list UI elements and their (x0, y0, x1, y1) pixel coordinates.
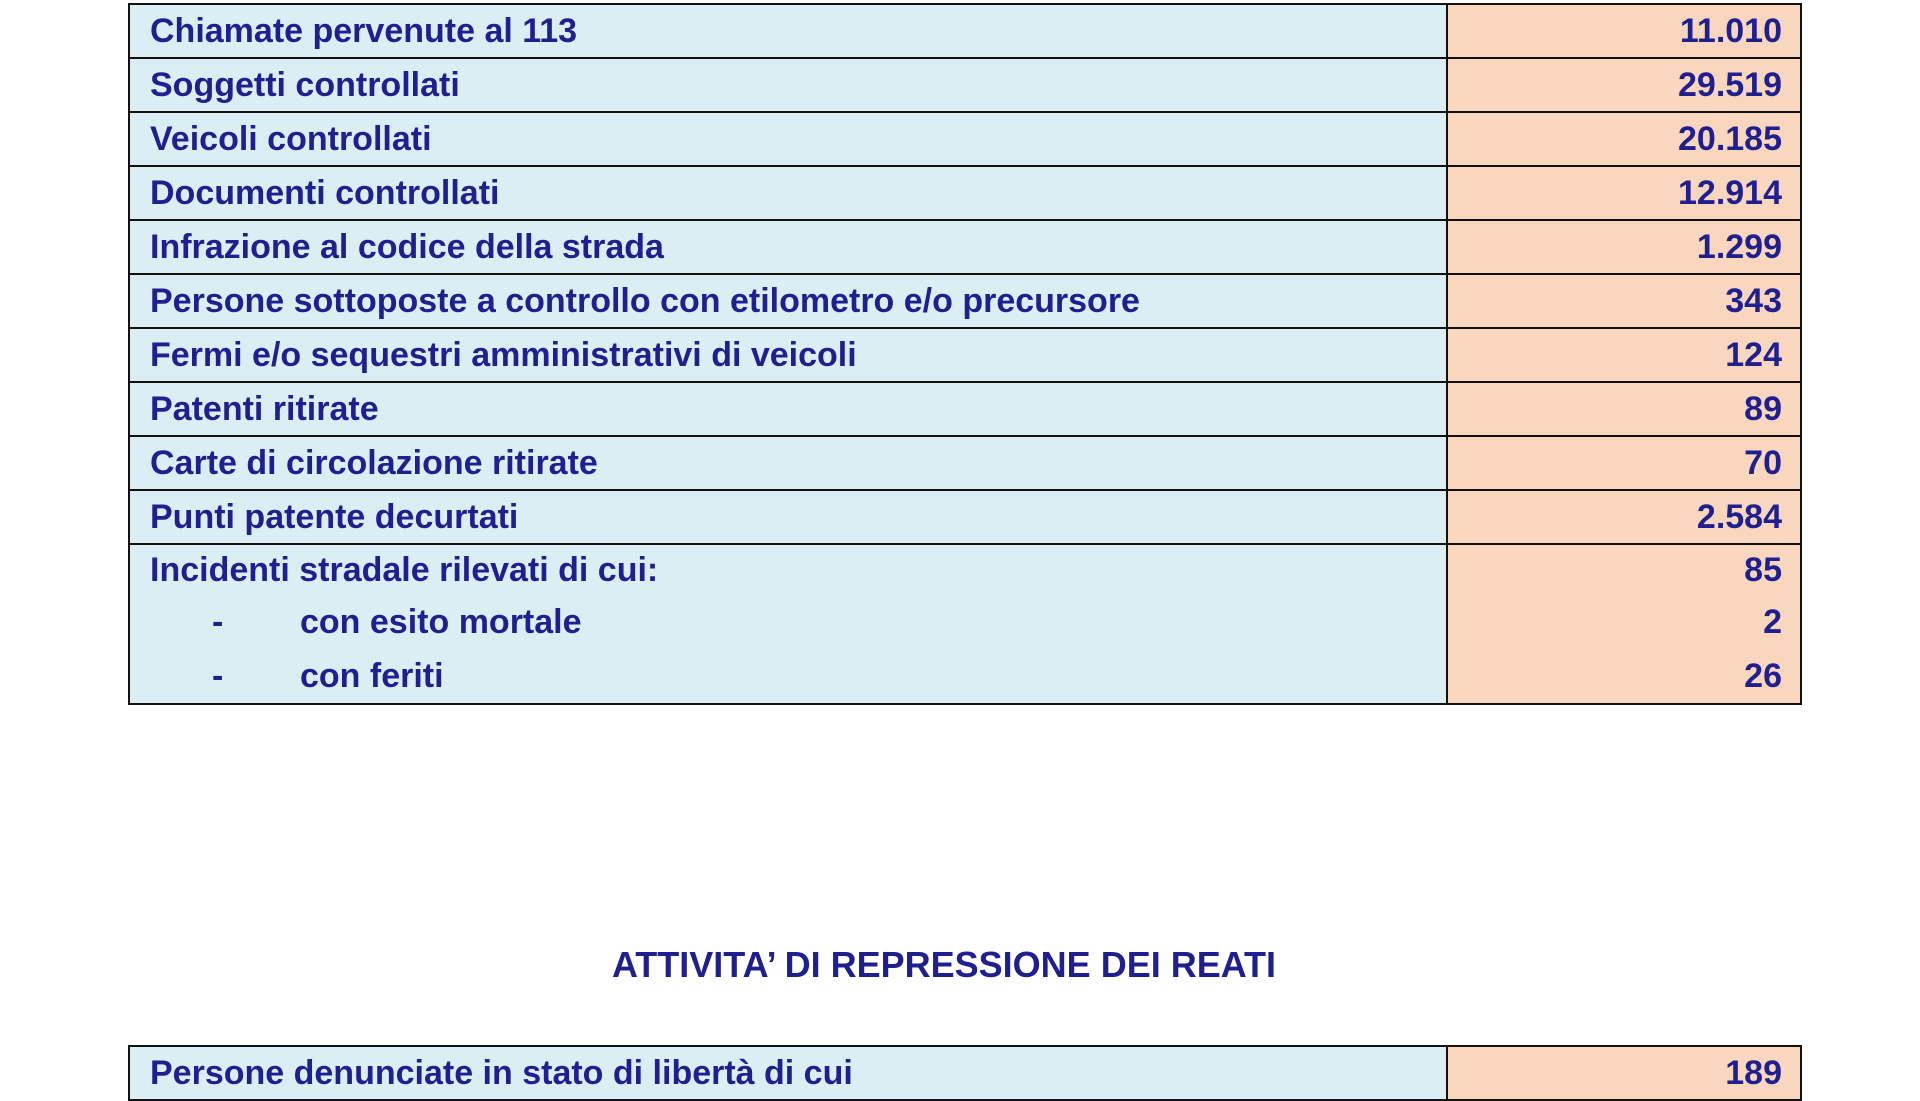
incidents-label-cell (129, 544, 1447, 704)
row-value: 1.299 (1447, 220, 1801, 274)
row-label: Chiamate pervenute al 113 (129, 4, 1447, 58)
row-value: 2.584 (1447, 490, 1801, 544)
table-row (129, 382, 1801, 436)
table-row (129, 4, 1801, 58)
row-label: Patenti ritirate (129, 382, 1447, 436)
sub-item-value: 2 (1763, 603, 1782, 641)
table-row (129, 166, 1801, 220)
incidents-value: 85 (1744, 551, 1782, 589)
row-label: Persone sottoposte a controllo con etilometro e/o precursore (129, 274, 1447, 328)
table-row (129, 112, 1801, 166)
row-value: 12.914 (1447, 166, 1801, 220)
row-value: 20.185 (1447, 112, 1801, 166)
incidents-sub-item (150, 595, 1446, 649)
row-value: 343 (1447, 274, 1801, 328)
row-value: 89 (1447, 382, 1801, 436)
table-row (129, 436, 1801, 490)
incidents-sub-item (150, 649, 1446, 703)
table-row (129, 58, 1801, 112)
sub-item-label: con esito mortale (300, 603, 582, 641)
row-value: 11.010 (1447, 4, 1801, 58)
row-label: Documenti controllati (129, 166, 1447, 220)
sub-item-value: 26 (1744, 657, 1782, 695)
row-label: Infrazione al codice della strada (129, 220, 1447, 274)
row-label: Veicoli controllati (129, 112, 1447, 166)
crime-repression-stats-table (128, 1045, 1802, 1101)
table-row (129, 328, 1801, 382)
incidents-value-cell (1447, 544, 1801, 704)
table-row (129, 220, 1801, 274)
row-label: Soggetti controllati (129, 58, 1447, 112)
row-value: 29.519 (1447, 58, 1801, 112)
incidents-label: Incidenti stradale rilevati di cui: (150, 551, 659, 589)
row-value: 124 (1447, 328, 1801, 382)
section-title: ATTIVITA’ DI REPRESSIONE DEI REATI (611, 944, 1277, 985)
incidents-row (129, 544, 1801, 704)
row-value: 189 (1447, 1046, 1801, 1100)
row-value: 70 (1447, 436, 1801, 490)
road-control-stats-table (128, 3, 1802, 705)
table-row (129, 490, 1801, 544)
list-dash: - (212, 603, 224, 641)
row-label: Carte di circolazione ritirate (129, 436, 1447, 490)
table-row (129, 274, 1801, 328)
table-row (129, 1046, 1801, 1100)
row-label: Persone denunciate in stato di libertà di cui (129, 1046, 1447, 1100)
list-dash: - (212, 657, 224, 695)
sub-item-label: con feriti (300, 657, 444, 695)
row-label: Punti patente decurtati (129, 490, 1447, 544)
row-label: Fermi e/o sequestri amministrativi di veicoli (129, 328, 1447, 382)
